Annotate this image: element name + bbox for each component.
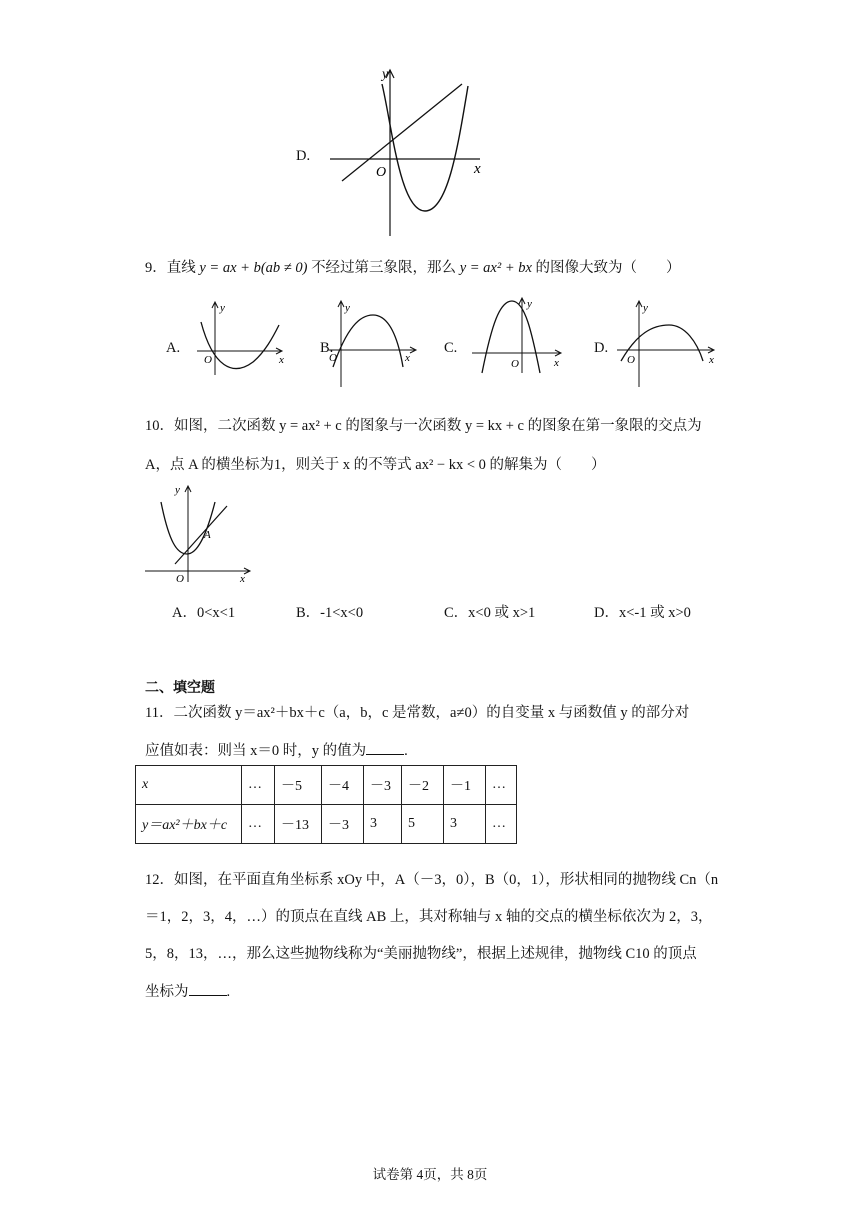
svg-text:y: y xyxy=(345,302,350,314)
svg-text:x: x xyxy=(474,161,481,177)
answer-blank xyxy=(189,981,227,996)
svg-text:O: O xyxy=(511,358,519,370)
table-cell: x xyxy=(136,766,242,805)
table-cell: －3 xyxy=(364,766,402,805)
svg-text:x: x xyxy=(709,354,714,366)
table-cell: －2 xyxy=(402,766,444,805)
parabola-graph xyxy=(382,84,468,211)
svg-text:A: A xyxy=(204,529,211,541)
table-cell: … xyxy=(486,766,517,805)
q12-line2: ＝1，2，3，4，…）的顶点在直线 AB 上，其对称轴与 x 轴的交点的横坐标依次为 2，3， xyxy=(145,909,713,925)
q10-choice-c: C．x<0 或 x>1 xyxy=(444,605,536,621)
q12-line3: 5，8，13，…，那么这些抛物线称为“美丽抛物线”，根据上述规律，抛物线 C10 的顶点 xyxy=(145,946,697,962)
answer-blank xyxy=(366,740,404,755)
q9-option-d-label: D. xyxy=(594,340,609,356)
line-graph xyxy=(342,84,462,181)
table-cell: … xyxy=(242,805,275,844)
q9-option-a-graph xyxy=(193,297,288,379)
table-cell: －1 xyxy=(444,766,486,805)
svg-text:x: x xyxy=(554,357,559,369)
table-cell: －13 xyxy=(275,805,322,844)
q9-question: 9．直线 y = ax + b(ab ≠ 0) 不经过第三象限，那么 y = ax² + bx 的图像大致为（ ） xyxy=(145,260,681,276)
q9-option-b-label: B. xyxy=(320,340,334,356)
table-cell: －4 xyxy=(322,766,364,805)
table-row xyxy=(136,766,517,805)
svg-text:O: O xyxy=(329,352,337,364)
q9-option-d-graph xyxy=(615,297,717,391)
table-cell: … xyxy=(486,805,517,844)
svg-text:O: O xyxy=(627,354,635,366)
table-cell: －5 xyxy=(275,766,322,805)
q10-choice-d: D．x<-1 或 x>0 xyxy=(594,605,691,621)
q8-option-d-graph xyxy=(330,66,490,241)
page-footer: 试卷第 4页，共 8页 xyxy=(372,1167,488,1182)
q12-line1: 12．如图，在平面直角坐标系 xOy 中，A（－3，0），B（0，1），形状相同的抛物线 Cn（n xyxy=(145,872,719,888)
table-cell: 3 xyxy=(444,805,486,844)
table-cell: －3 xyxy=(322,805,364,844)
q9-option-b-graph xyxy=(325,297,420,391)
table-cell: 3 xyxy=(364,805,402,844)
q11-line2: 应值如表：则当 x＝0 时，y 的值为 . xyxy=(145,740,408,761)
q9-option-a-label: A. xyxy=(166,340,181,356)
q10-choice-a: A．0<x<1 xyxy=(172,605,236,621)
q10-graph xyxy=(143,482,255,586)
svg-text:O: O xyxy=(176,573,184,585)
svg-text:y: y xyxy=(527,298,532,310)
svg-text:y: y xyxy=(220,302,225,314)
q10-choice-b: B．-1<x<0 xyxy=(296,605,364,621)
q9-option-c-graph xyxy=(470,293,565,375)
section-title: 二、填空题 xyxy=(145,679,215,695)
value-table xyxy=(135,765,517,844)
svg-text:y: y xyxy=(643,302,648,314)
svg-text:y: y xyxy=(382,67,389,82)
table-cell: … xyxy=(242,766,275,805)
table-row xyxy=(136,805,517,844)
svg-text:x: x xyxy=(240,573,245,585)
table-cell: y＝ax²＋bx＋c xyxy=(136,805,242,844)
svg-text:O: O xyxy=(204,354,212,366)
svg-text:x: x xyxy=(279,354,284,366)
q12-line4: 坐标为 . xyxy=(145,981,230,1002)
q10-line1: 10．如图，二次函数 y = ax² + c 的图象与一次函数 y = kx + c 的图象在第一象限的交点为 xyxy=(145,418,702,434)
svg-text:y: y xyxy=(175,484,180,496)
svg-text:x: x xyxy=(405,352,410,364)
table-cell: 5 xyxy=(402,805,444,844)
q10-line2: A，点 A 的横坐标为1，则关于 x 的不等式 ax² − kx < 0 的解集为（ ） xyxy=(145,457,606,473)
q11-line1: 11．二次函数 y＝ax²＋bx＋c（a，b，c 是常数，a≠0）的自变量 x 与函数值 y 的部分对 xyxy=(145,705,690,721)
svg-text:O: O xyxy=(376,165,387,180)
q9-option-c-label: C. xyxy=(444,340,458,356)
q8-option-d-label: D. xyxy=(296,148,311,164)
